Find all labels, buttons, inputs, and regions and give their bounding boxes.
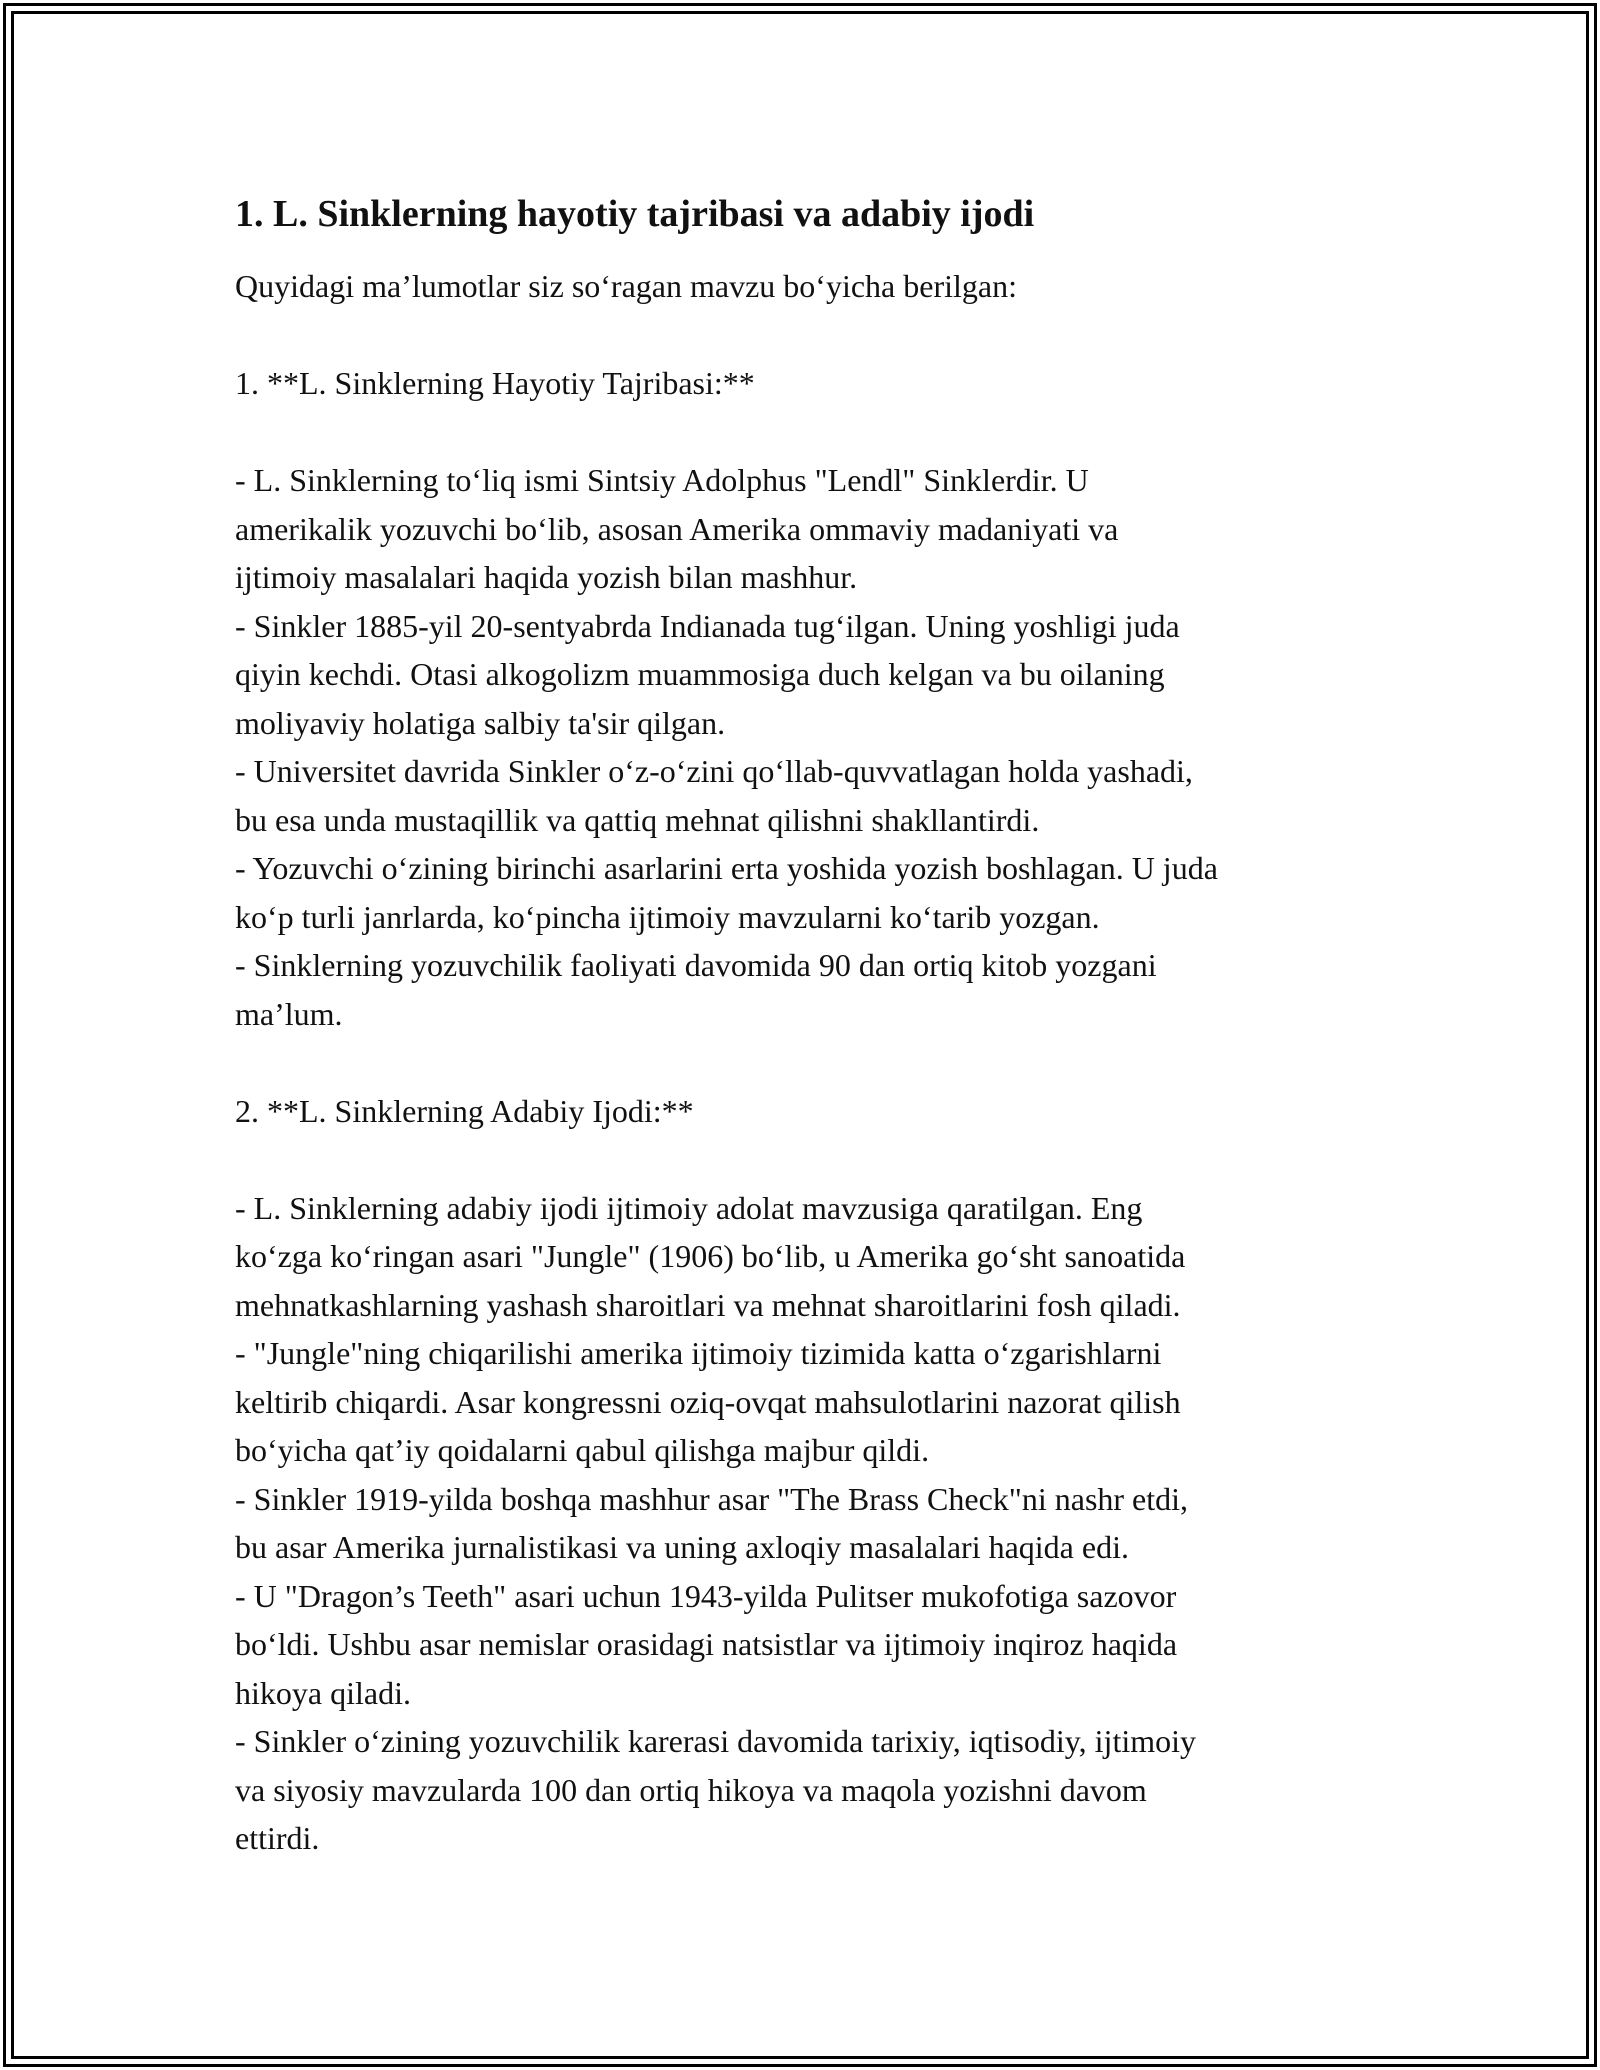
text-line: - L. Sinklerning to‘liq ismi Sintsiy Adolphus "Lendl" Sinklerdir. U	[235, 462, 1089, 498]
text-line: ma’lum.	[235, 995, 343, 1032]
text-line: qiyin kechdi. Otasi alkogolizm muammosiga duch kelgan va bu oilaning	[235, 656, 1165, 692]
text-line: ko‘p turli janrlarda, ko‘pincha ijtimoiy mavzularni ko‘tarib yozgan.	[235, 898, 1100, 935]
text-line: 1. **L. Sinklerning Hayotiy Tajribasi:**	[235, 365, 755, 401]
document-text	[235, 262, 1385, 1863]
text-line: ijtimoiy masalalari haqida yozish bilan mashhur.	[235, 559, 858, 595]
text-line: - Sinkler o‘zining yozuvchilik karerasi davomida tarixiy, iqtisodiy, ijtimoiy	[235, 1723, 1196, 1759]
text-line: hikoya qiladi.	[235, 1674, 411, 1711]
blank-line	[235, 408, 1385, 457]
text-line: ettirdi.	[235, 1820, 320, 1856]
text-line: moliyaviy holatiga salbiy ta'sir qilgan.	[235, 704, 726, 741]
text-line: - U "Dragon’s Teeth" asari uchun 1943-yilda Pulitser mukofotiga sazovor	[235, 1577, 1177, 1614]
text-line: bo‘ldi. Ushbu asar nemislar orasidagi natsistlar va ijtimoiy inqiroz haqida	[235, 1626, 1178, 1662]
blank-line	[235, 1038, 1385, 1087]
text-line: ko‘zga ko‘ringan asari "Jungle" (1906) bo‘lib, u Amerika go‘sht sanoatida	[235, 1238, 1186, 1274]
blank-line	[235, 311, 1385, 360]
text-line: - "Jungle"ning chiqarilishi amerika ijtimoiy tizimida katta o‘zgarishlarni	[235, 1335, 1162, 1371]
text-line: - Sinkler 1919-yilda boshqa mashhur asar "The Brass Check"ni nashr etdi,	[235, 1480, 1189, 1517]
text-line: - Universitet davrida Sinkler o‘z-o‘zini qo‘llab-quvvatlagan holda yashadi,	[235, 753, 1193, 789]
text-line: - Yozuvchi o‘zining birinchi asarlarini erta yoshida yozish boshlagan. U juda	[235, 850, 1218, 886]
text-line: bu esa unda mustaqillik va qattiq mehnat qilishni shakllantirdi.	[235, 801, 1040, 838]
text-line: bo‘yicha qat’iy qoidalarni qabul qilishga majbur qildi.	[235, 1432, 930, 1468]
text-line: 2. **L. Sinklerning Adabiy Ijodi:**	[235, 1092, 694, 1129]
text-line: - Sinkler 1885-yil 20-sentyabrda Indianada tug‘ilgan. Uning yoshligi juda	[235, 607, 1180, 644]
text-line: amerikalik yozuvchi bo‘lib, asosan Amerika ommaviy madaniyati va	[235, 510, 1119, 547]
text-line: mehnatkashlarning yashash sharoitlari va mehnat sharoitlarini fosh qiladi.	[235, 1286, 1181, 1323]
text-line: bu asar Amerika jurnalistikasi va uning axloqiy masalalari haqida edi.	[235, 1529, 1129, 1565]
blank-line	[235, 1135, 1385, 1184]
document-body	[235, 190, 1385, 1863]
text-line: - Sinklerning yozuvchilik faoliyati davomida 90 dan ortiq kitob yozgani	[235, 947, 1157, 983]
text-line: keltirib chiqardi. Asar kongressni oziq-ovqat mahsulotlarini nazorat qilish	[235, 1383, 1181, 1420]
text-line: va siyosiy mavzularda 100 dan ortiq hikoya va maqola yozishni davom	[235, 1771, 1147, 1808]
document-title: 1. L. Sinklerning hayotiy tajribasi va adabiy ijodi	[235, 193, 1035, 235]
text-line: - L. Sinklerning adabiy ijodi ijtimoiy adolat mavzusiga qaratilgan. Eng	[235, 1189, 1143, 1226]
text-line: Quyidagi ma’lumotlar siz so‘ragan mavzu bo‘yicha berilgan:	[235, 268, 1017, 304]
